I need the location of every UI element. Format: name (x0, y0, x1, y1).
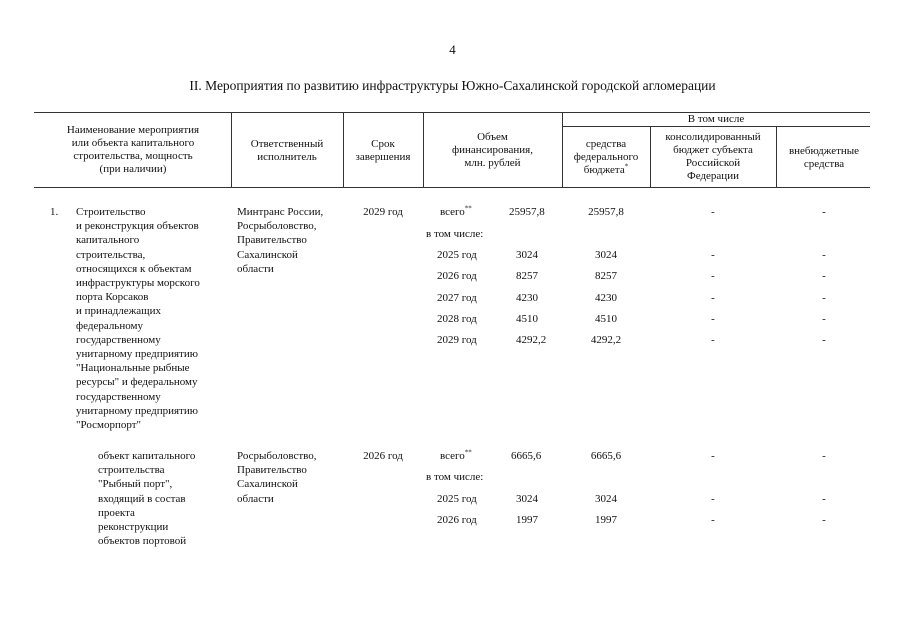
total-federal: 6665,6 (590, 450, 622, 462)
row-name: объект капитального строительства "Рыбный порт", входящий в состав проекта реконструкции объектов портовой (98, 450, 196, 548)
header-bottom-border (34, 187, 870, 188)
year-extrabudget: - (822, 313, 826, 325)
year-total: 4510 (516, 313, 538, 325)
page-number: 4 (449, 42, 456, 57)
col-divider-5 (650, 126, 651, 187)
year-extrabudget: - (822, 292, 826, 304)
col-divider-2 (343, 112, 344, 187)
year-label: 2028 год (437, 313, 477, 325)
year-regional: - (711, 313, 715, 325)
year-extrabudget: - (822, 249, 826, 261)
header-deadline: Срок завершения (355, 138, 411, 163)
total-label: всего** (440, 204, 472, 218)
col-divider-6 (776, 126, 777, 187)
header-federal: средства федерального бюджета* (573, 138, 639, 176)
header-regional: консолидированный бюджет субъекта Российской Федерации (665, 131, 761, 182)
total-regional: - (711, 206, 715, 218)
total-value: 6665,6 (511, 450, 542, 462)
including-label: в том числе: (426, 471, 484, 483)
section-title: II. Мероприятия по развитию инфраструктуры Южно-Сахалинской городской агломерации (189, 78, 716, 93)
row-deadline: 2029 год (363, 206, 403, 218)
year-regional: - (711, 493, 715, 505)
year-federal: 8257 (595, 270, 617, 282)
year-federal: 4230 (595, 292, 617, 304)
total-federal: 25957,8 (588, 206, 624, 218)
year-label: 2026 год (437, 270, 477, 282)
total-extrabudget: - (822, 206, 826, 218)
header-volume: Объем финансирования, млн. рублей (452, 131, 533, 169)
year-total: 4230 (516, 292, 538, 304)
including-divider (562, 126, 870, 127)
including-label: в том числе: (426, 228, 484, 240)
row-number: 1. (50, 206, 59, 218)
year-total: 8257 (516, 270, 538, 282)
header-including: В том числе (687, 113, 745, 125)
row-name: Строительство и реконструкция объектов капитального строительства, относящихся к объектам инфраструктуры морского порта Корсаков и принадлежащих федеральному государственному унитарному предприятию "Национальные рыбные ресурсы" и федеральному государственному унитарному предприятию "Росморпорт" (76, 206, 200, 432)
header-executor: Ответственный исполнитель (250, 138, 324, 163)
total-regional: - (711, 450, 715, 462)
year-label: 2027 год (437, 292, 477, 304)
year-extrabudget: - (822, 334, 826, 346)
year-federal: 3024 (595, 493, 617, 505)
year-label: 2026 год (437, 514, 477, 526)
year-federal: 4510 (595, 313, 617, 325)
header-extrabudget: внебюджетные средства (788, 145, 860, 170)
year-total: 3024 (516, 493, 538, 505)
row-executor: Минтранс России, Росрыболовство, Правительство Сахалинской области (237, 206, 324, 275)
year-regional: - (711, 334, 715, 346)
year-federal: 1997 (595, 514, 617, 526)
year-label: 2025 год (437, 249, 477, 261)
year-label: 2025 год (437, 493, 477, 505)
year-federal: 4292,2 (590, 334, 622, 346)
year-regional: - (711, 270, 715, 282)
year-total: 1997 (516, 514, 538, 526)
total-value: 25957,8 (509, 206, 545, 218)
col-divider-1 (231, 112, 232, 187)
year-extrabudget: - (822, 270, 826, 282)
total-label: всего** (440, 448, 472, 462)
col-divider-3 (423, 112, 424, 187)
year-label: 2029 год (437, 334, 477, 346)
year-federal: 3024 (595, 249, 617, 261)
row-executor: Росрыболовство, Правительство Сахалинской области (237, 450, 317, 505)
row-deadline: 2026 год (363, 450, 403, 462)
year-total: 4292,2 (516, 334, 547, 346)
year-regional: - (711, 292, 715, 304)
header-name: Наименование мероприятия или объекта капитального строительства, мощность (при наличии) (66, 124, 200, 175)
year-extrabudget: - (822, 514, 826, 526)
year-regional: - (711, 514, 715, 526)
total-extrabudget: - (822, 450, 826, 462)
year-extrabudget: - (822, 493, 826, 505)
year-regional: - (711, 249, 715, 261)
year-total: 3024 (516, 249, 538, 261)
